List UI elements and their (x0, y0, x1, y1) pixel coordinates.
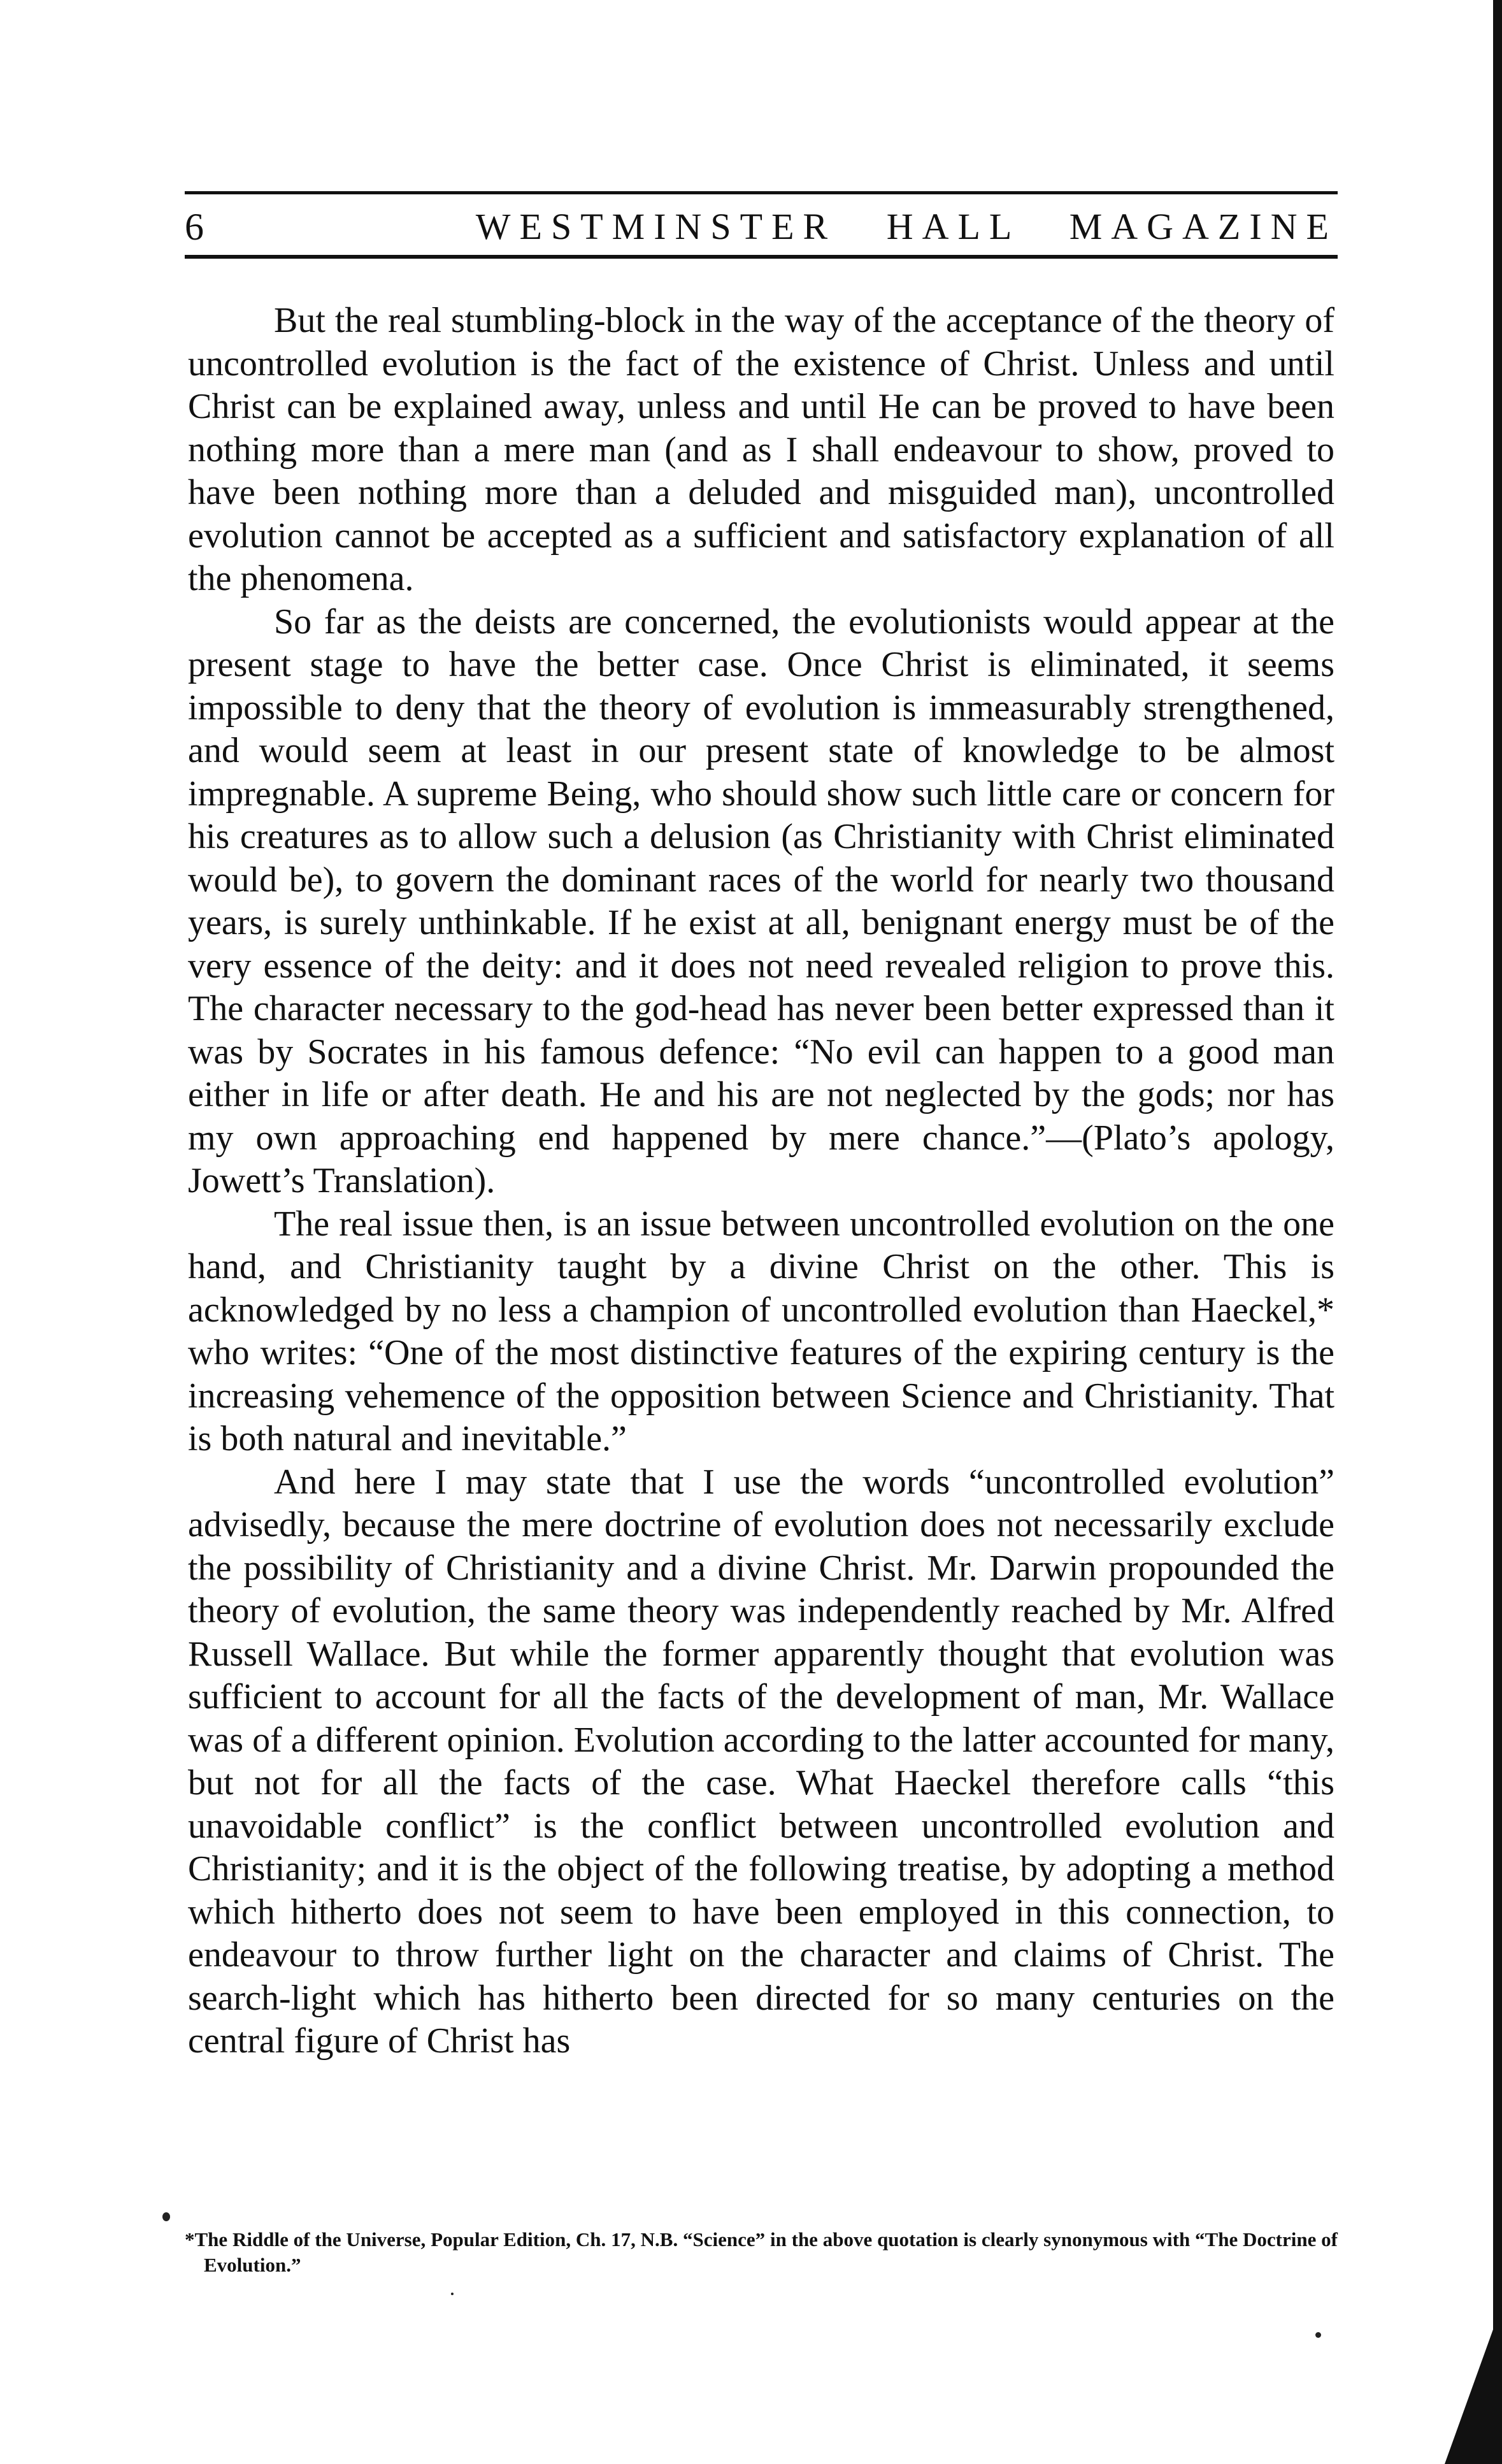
header-rule-top (185, 191, 1338, 194)
ink-speck (162, 2212, 170, 2221)
ink-speck (1315, 2332, 1321, 2338)
page-corner-shadow (1445, 2305, 1502, 2464)
paragraph: But the real stumbling-block in the way of the acceptance of the theory of uncontrolled evolution is the fact of the existence of Christ. Unless and until Christ can be explained away, unless and until He can be proved to have been nothing more than a mere man (and as I shall endeavour to show, proved to have been nothing more than a deluded and misguided man), uncontrolled evolution cannot be accepted as a sufficient and satisfactory explanation of all the phenomena. (188, 301, 1334, 598)
paragraph: The real issue then, is an issue between uncontrolled evolution on the one hand, and Christianity taught by a divine Christ on the other. This is acknowledged by no less a champion of uncontrolled evolution than Haeckel,* who writes: “One of the most distinctive features of the expiring century is the increasing vehemence of the opposition between Science and Christianity. That is both natural and inevitable.” (188, 1204, 1334, 1459)
running-head (185, 191, 1338, 261)
footnote-text: *The Riddle of the Universe, Popular Edition, Ch. 17, N.B. “Science” in the above quotation is clearly synonymous with “The Doctrine of Evolution.” (185, 2228, 1338, 2276)
footnote (185, 2227, 1338, 2278)
paragraph: And here I may state that I use the words “uncontrolled evolution” advisedly, because the mere doctrine of evolution does not necessarily exclude the possibility of Christianity and a divine Christ. Mr. Darwin propounded the theory of evolution, the same theory was independently reached by Mr. Alfred Russell Wallace. But while the former apparently thought that evolution was sufficient to account for all the facts of the development of man, Mr. Wallace was of a different opinion. Evolution according to the latter accounted for many, but not for all the facts of the case. What Haeckel therefore calls “this unavoidable conflict” is the conflict between uncontrolled evolution and Christianity; and it is the object of the following treatise, by adopting a method which hitherto does not seem to have been employed in this connection, to endeavour to throw further light on the character and claims of Christ. The search-light which has hitherto been directed for so many centuries on the central figure of Christ has (188, 1462, 1334, 2061)
page-number: 6 (185, 206, 204, 248)
page-edge-shadow (1493, 0, 1502, 2464)
journal-title: WESTMINSTER HALL MAGAZINE (475, 206, 1338, 247)
article-body (188, 299, 1334, 2063)
header-rule-bottom (185, 255, 1338, 259)
ink-speck (451, 2293, 454, 2295)
paragraph: So far as the deists are concerned, the evolutionists would appear at the present stage to have the better case. Once Christ is eliminated, it seems impossible to deny that the theory of evolution is immeasurably strengthened, and would seem at least in our present state of knowledge to be almost impregnable. A supreme Being, who should show such little care or concern for his creatures as to allow such a delusion (as Christianity with Christ eliminated would be), to govern the dominant races of the world for nearly two thousand years, is surely unthinkable. If he exist at all, benignant energy must be of the very essence of the deity: and it does not need revealed religion to prove this. The character necessary to the god-head has never been better expressed than it was by Socrates in his famous defence: “No evil can happen to a good man either in life or after death. He and his are not neglected by the gods; nor has my own approaching end happened by mere chance.”—(Plato’s apology, Jowett’s Translation). (188, 602, 1334, 1200)
